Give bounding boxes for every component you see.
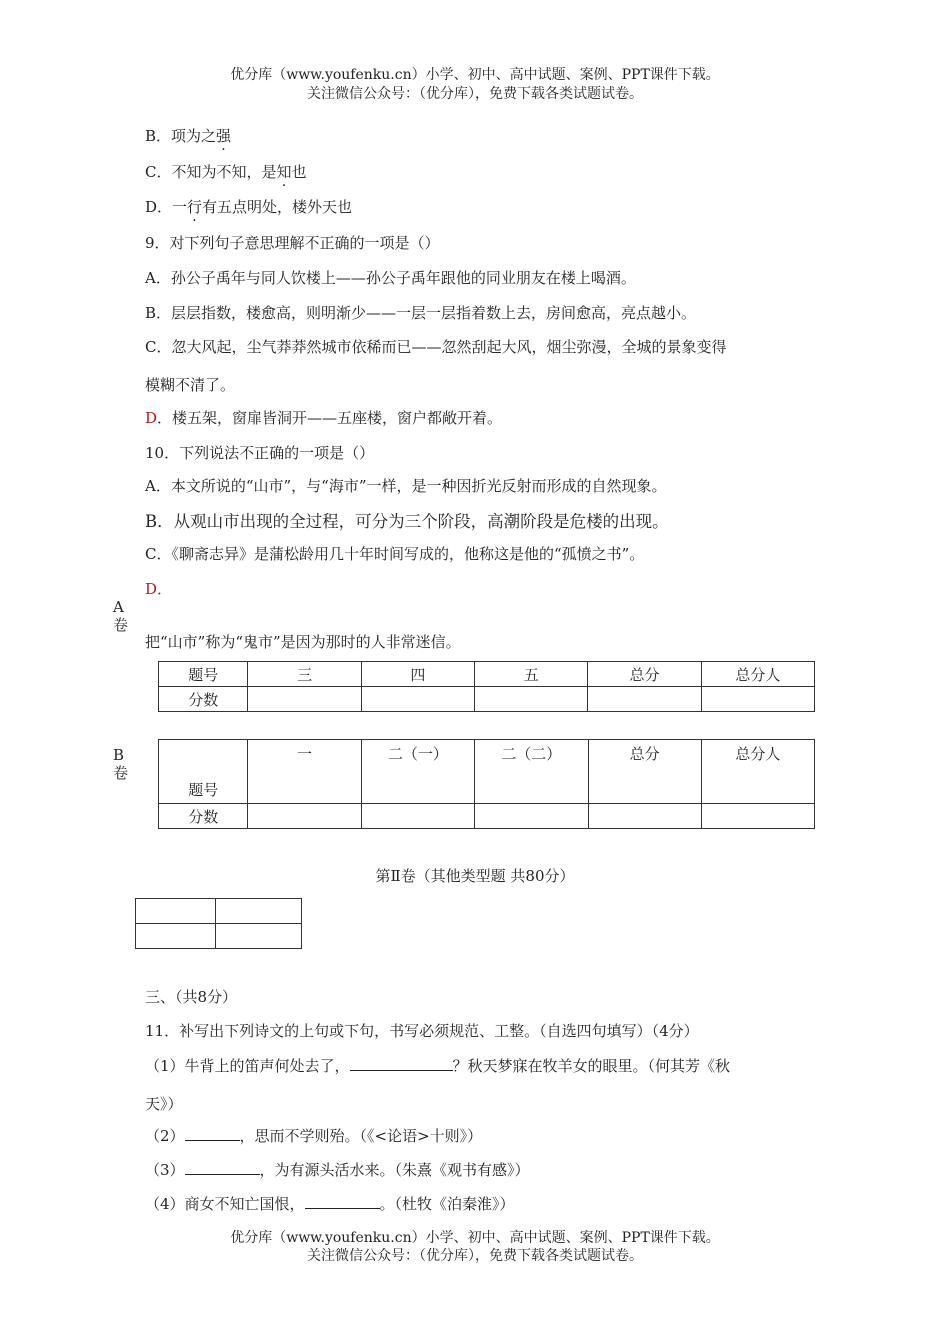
score-table-b xyxy=(158,739,815,829)
score-cell xyxy=(588,687,701,712)
volume-a-label-2: 卷 xyxy=(113,616,129,634)
q11-item-2: （2） ，思而不学则殆。（《<论语>十则》） xyxy=(145,1127,483,1145)
q10-option-c: C．《聊斋志异》是蒲松龄用几十年时间写成的，他称这是他的“孤愤之书”。 xyxy=(145,545,645,563)
cell-header: 二（二） xyxy=(475,740,588,804)
score-cell xyxy=(701,804,814,829)
q10-option-a: A．本文所说的“山市”，与“海市”一样，是一种因折光反射而形成的自然现象。 xyxy=(145,477,667,495)
cell-header: 总分人 xyxy=(701,662,814,687)
volume-b-label: B xyxy=(113,746,125,764)
q9-option-c: C．忽大风起，尘气莽莽然城市依稀而已——忽然刮起大风，烟尘弥漫，全城的景象变得 xyxy=(145,338,727,356)
q10-option-b: B．从观山市出现的全过程，可分为三个阶段，高潮阶段是危楼的出现。 xyxy=(145,512,669,531)
section-2-title: 第Ⅱ卷（其他类型题 共80分） xyxy=(375,867,575,885)
answer-blank xyxy=(350,1056,453,1071)
score-cell xyxy=(216,924,302,949)
cell-header: 二（一） xyxy=(361,740,474,804)
q11-item-1-cont: 天》） xyxy=(145,1095,183,1113)
score-cell xyxy=(136,899,216,924)
footer-line-1: 优分库（www.youfenku.cn）小学、初中、高中试题、案例、PPT课件下载。 xyxy=(230,1230,720,1246)
cell-label: 分数 xyxy=(159,804,248,829)
score-table-a xyxy=(158,661,815,712)
answer-blank xyxy=(305,1194,380,1209)
q10-stem: 10．下列说法不正确的一项是（） xyxy=(145,444,375,462)
score-cell xyxy=(136,924,216,949)
emphasis-char: 强 xyxy=(216,127,232,145)
q9-stem: 9．对下列句子意思理解不正确的一项是（） xyxy=(145,234,440,252)
cell-header: 题号 xyxy=(159,740,248,804)
q11-stem: 11．补写出下列诗文的上句或下句，书写必须规范、工整。（自选四句填写）（4分） xyxy=(145,1022,699,1040)
q8-option-c: C．不知为不知，是知也 xyxy=(145,163,307,181)
section-3-title: 三、（共8分） xyxy=(145,988,238,1006)
q10-option-d-text: 把“山市”称为“鬼市”是因为那时的人非常迷信。 xyxy=(145,633,461,651)
cell-header: 三 xyxy=(248,662,361,687)
footer-line-2: 关注微信公众号：（优分库），免费下载各类试题试卷。 xyxy=(307,1248,643,1264)
cell-label: 分数 xyxy=(159,687,248,712)
q11-item-1: （1）牛背上的笛声何处去了， ？秋天梦寐在牧羊女的眼里。（何其芳《秋 xyxy=(145,1057,731,1075)
answer-letter: D xyxy=(145,580,158,598)
cell-header: 总分 xyxy=(588,740,701,804)
cell-header: 题号 xyxy=(159,662,248,687)
small-score-box xyxy=(135,898,302,949)
q8-option-d: D．一行有五点明处，楼外天也 xyxy=(145,198,353,216)
cell-header: 四 xyxy=(361,662,474,687)
answer-letter: D xyxy=(145,409,158,427)
score-cell xyxy=(588,804,701,829)
emphasis-char: 行 xyxy=(187,198,203,216)
q9-option-b: B．层层指数，楼愈高，则明渐少——一层一层指着数上去，房间愈高，亮点越小。 xyxy=(145,304,697,322)
volume-b-label-2: 卷 xyxy=(113,764,129,782)
volume-a-label: A xyxy=(113,598,124,616)
cell-header: 总分人 xyxy=(701,740,814,804)
answer-blank xyxy=(185,1126,240,1141)
answer-blank xyxy=(185,1160,260,1175)
cell-header: 五 xyxy=(475,662,588,687)
cell-header: 总分 xyxy=(588,662,701,687)
q8-option-b: B．项为之强 xyxy=(145,127,232,145)
score-cell xyxy=(248,804,361,829)
q10-option-d: D． xyxy=(145,580,173,598)
score-cell xyxy=(475,687,588,712)
score-cell xyxy=(248,687,361,712)
score-cell xyxy=(701,687,814,712)
header-line-1: 优分库（www.youfenku.cn）小学、初中、高中试题、案例、PPT课件下载。 xyxy=(230,67,720,83)
score-cell xyxy=(361,804,474,829)
q11-item-4: （4）商女不知亡国恨， 。（杜牧《泊秦淮》） xyxy=(145,1195,515,1213)
q11-item-3: （3） ，为有源头活水来。（朱熹《观书有感》） xyxy=(145,1161,530,1179)
score-cell xyxy=(475,804,588,829)
header-line-2: 关注微信公众号：（优分库），免费下载各类试题试卷。 xyxy=(307,86,643,102)
q9-option-d: D．楼五架，窗扉皆洞开——五座楼，窗户都敞开着。 xyxy=(145,409,503,427)
cell-header: 一 xyxy=(248,740,361,804)
score-cell xyxy=(361,687,474,712)
score-cell xyxy=(216,899,302,924)
q9-option-c-cont: 模糊不清了。 xyxy=(145,376,236,394)
emphasis-char: 知 xyxy=(276,163,292,181)
q9-option-a: A．孙公子禹年与同人饮楼上——孙公子禹年跟他的同业朋友在楼上喝酒。 xyxy=(145,269,636,287)
